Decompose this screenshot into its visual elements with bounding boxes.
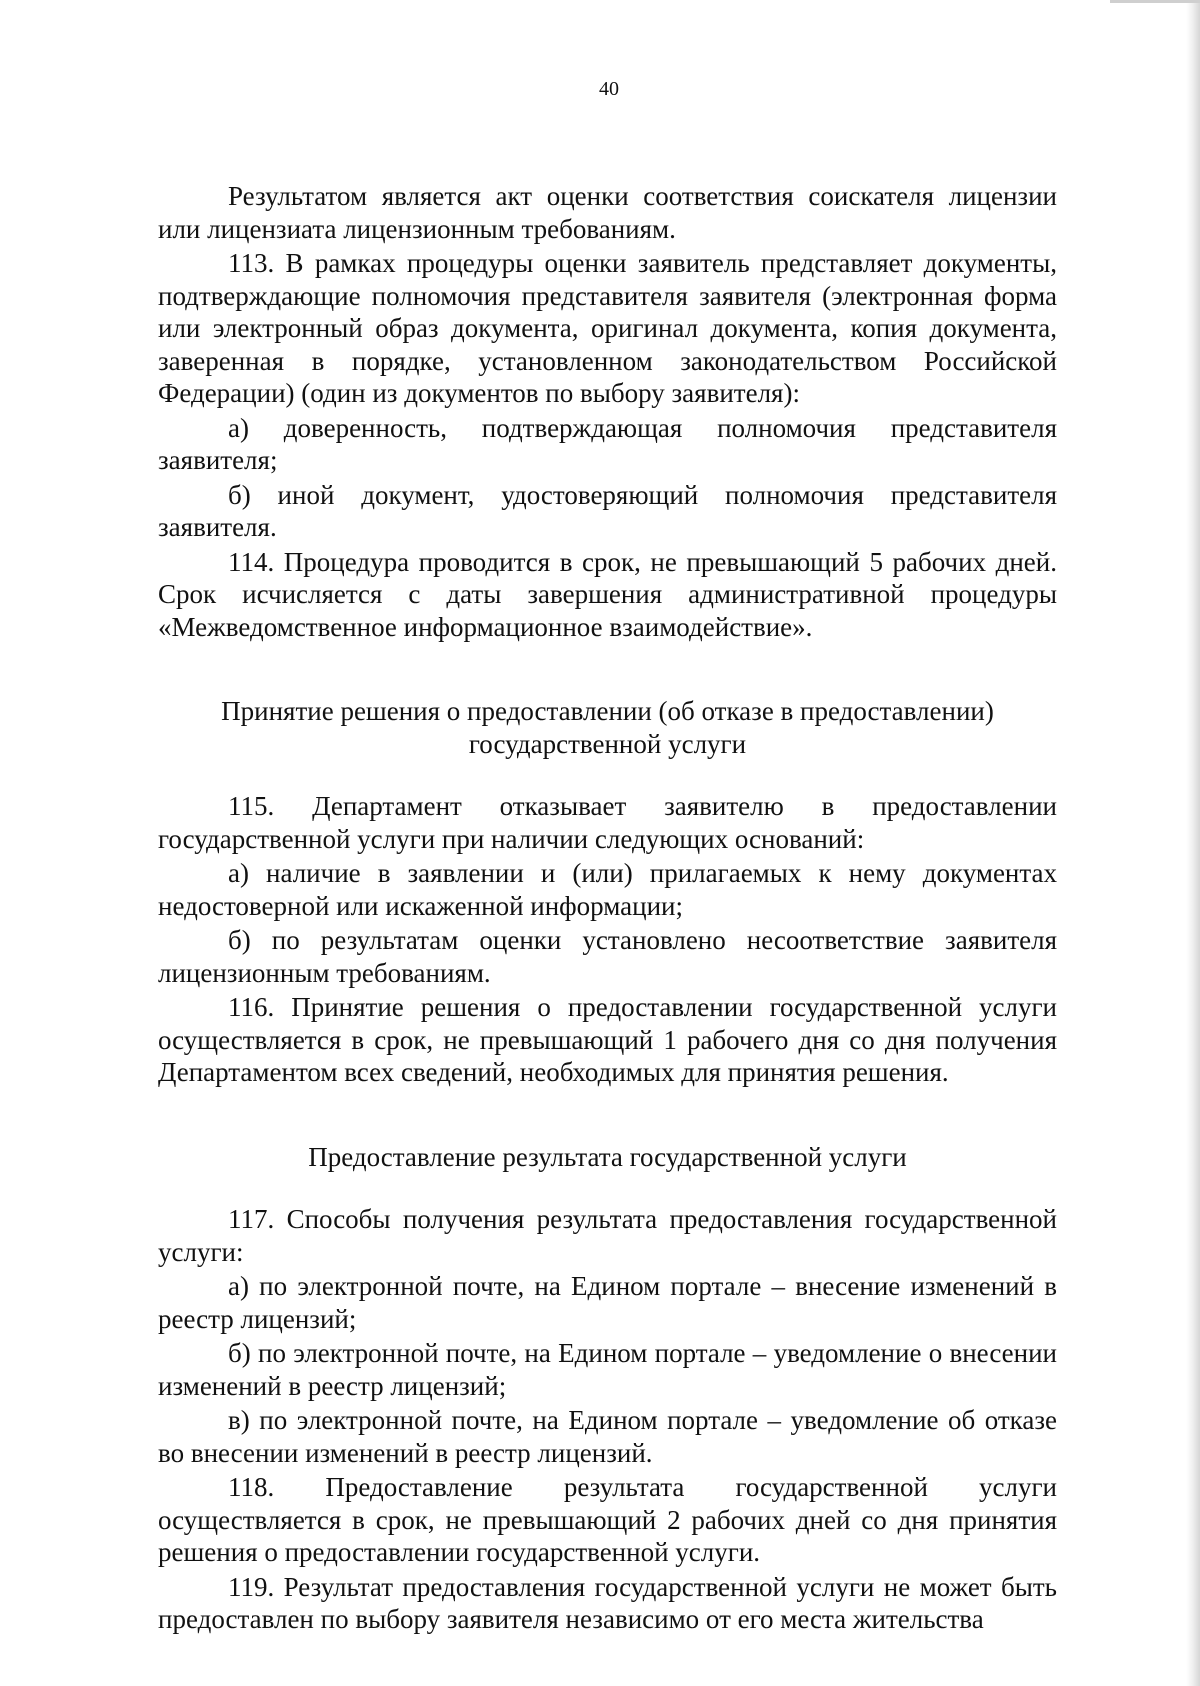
list-item-113-a: а) доверенность, подтверждающая полномочия представителя заявителя; [158, 412, 1057, 475]
paragraph-114: 114. Процедура проводится в срок, не превышающий 5 рабочих дней. Срок исчисляется с даты завершения административной процедуры «Межведомственное информационное взаимодействие». [158, 546, 1057, 642]
paragraph-result-act: Результатом является акт оценки соответствия соискателя лицензии или лицензиата лицензионным требованиям. [158, 181, 1057, 244]
page-number: 40 [599, 78, 619, 100]
list-item-115-a: а) наличие в заявлении и (или) прилагаемых к нему документах недостоверной или искаженной информации; [158, 858, 1057, 921]
list-item-117-b: б) по электронной почте, на Едином портале – уведомление о внесении изменений в реестр лицензий; [158, 1338, 1057, 1401]
section-heading-decision [158, 695, 1057, 760]
paragraph-118: 118. Предоставление результата государственной услуги осуществляется в срок, не превышающий 2 рабочих дней со дня принятия решения о предоставлении государственной услуги. [158, 1472, 1057, 1567]
paragraph-119: 119. Результат предоставления государственной услуги не может быть предоставлен по выбору заявителя независимо от его места жительства [158, 1571, 1057, 1634]
paragraph-116: 116. Принятие решения о предоставлении государственной услуги осуществляется в срок, не превышающий 1 рабочего дня со дня получения Департаментом всех сведений, необходимых для принятия решения. [158, 992, 1057, 1087]
section-heading-result: Предоставление результата государственной услуги [308, 1141, 907, 1172]
paragraph-117: 117. Способы получения результата предоставления государственной услуги: [158, 1204, 1057, 1267]
document-body [158, 180, 1057, 1638]
paragraph-115: 115. Департамент отказывает заявителю в предоставлении государственной услуги при наличии следующих оснований: [158, 791, 1057, 854]
section-heading-decision-line1: Принятие решения о предоставлении (об отказе в предоставлении) [221, 696, 994, 726]
paragraph-113: 113. В рамках процедуры оценки заявитель представляет документы, подтверждающие полномочия представителя заявителя (электронная форма или электронный образ документа, оригинал документа, копия документа, заверенная в порядке, установленном законодательством Российской Федерации) (один из документов по выбору заявителя): [158, 248, 1057, 408]
list-item-117-a: а) по электронной почте, на Едином портале – внесение изменений в реестр лицензий; [158, 1271, 1057, 1334]
list-item-113-b: б) иной документ, удостоверяющий полномочия представителя заявителя. [158, 479, 1057, 542]
section-heading-decision-line2: государственной услуги [468, 728, 747, 759]
list-item-117-c: в) по электронной почте, на Едином портале – уведомление об отказе во внесении изменений в реестр лицензий. [158, 1405, 1057, 1468]
page-edge-shadow [1186, 0, 1200, 1686]
page-edge-mark [1110, 0, 1200, 3]
list-item-115-b: б) по результатам оценки установлено несоответствие заявителя лицензионным требованиям. [158, 925, 1057, 988]
